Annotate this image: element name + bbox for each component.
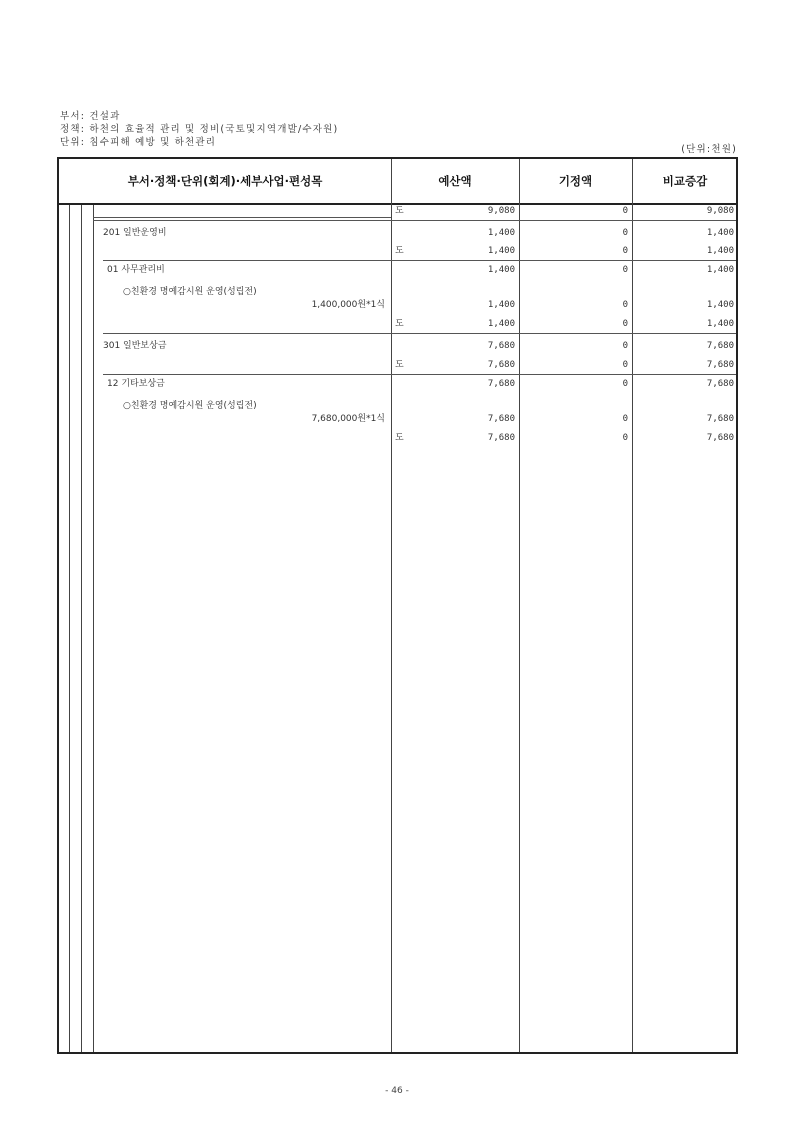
unit-note: (단위:천원) — [681, 144, 737, 155]
column-header-category: 부서·정책·단위(회계)·세부사업·편성목 — [127, 174, 323, 188]
row-budget-value: 1,400 — [487, 319, 515, 329]
row-marker: 도 — [395, 360, 404, 370]
row-existing-value: 0 — [622, 206, 628, 216]
row-change-value: 9,080 — [706, 206, 734, 216]
row-change-value: 1,400 — [706, 319, 734, 329]
row-change-value: 7,680 — [706, 414, 734, 424]
row-change-value: 7,680 — [706, 433, 734, 443]
column-divider — [519, 159, 520, 1052]
row-existing-value: 0 — [622, 228, 628, 238]
unit-line: 단위: 침수피해 예방 및 하천관리 — [60, 137, 217, 148]
row-change-value: 1,400 — [706, 246, 734, 256]
row-budget-value: 7,680 — [487, 433, 515, 443]
indent-line — [93, 205, 94, 1052]
row-change-value: 7,680 — [706, 360, 734, 370]
row-change-value: 7,680 — [706, 379, 734, 389]
row-change-value: 1,400 — [706, 300, 734, 310]
row-existing-value: 0 — [622, 379, 628, 389]
row-existing-value: 0 — [622, 300, 628, 310]
row-budget-value: 7,680 — [487, 379, 515, 389]
row-budget-value: 7,680 — [487, 360, 515, 370]
row-label: 301 일반보상금 — [103, 341, 167, 351]
row-existing-value: 0 — [622, 265, 628, 275]
department-line: 부서: 건설과 — [60, 111, 121, 122]
row-marker: 도 — [395, 206, 404, 216]
row-label: 12 기타보상금 — [107, 379, 165, 389]
row-budget-value: 1,400 — [487, 228, 515, 238]
row-label: 7,680,000원*1식 — [311, 414, 385, 424]
row-separator — [93, 220, 736, 221]
row-marker: 도 — [395, 319, 404, 329]
row-budget-value: 7,680 — [487, 414, 515, 424]
row-separator — [103, 333, 736, 334]
row-label: 1,400,000원*1식 — [311, 300, 385, 310]
column-header-existing: 기정액 — [558, 174, 593, 188]
row-label: 201 일반운영비 — [103, 228, 167, 238]
row-existing-value: 0 — [622, 360, 628, 370]
row-marker: 도 — [395, 433, 404, 443]
row-budget-value: 1,400 — [487, 300, 515, 310]
column-header-change: 비교증감 — [662, 174, 708, 188]
row-budget-value: 9,080 — [487, 206, 515, 216]
row-existing-value: 0 — [622, 319, 628, 329]
column-header-budget: 예산액 — [438, 174, 472, 188]
column-divider — [632, 159, 633, 1052]
header-divider — [59, 203, 736, 205]
row-separator — [103, 260, 736, 261]
row-separator — [103, 374, 736, 375]
row-budget-value: 1,400 — [487, 246, 515, 256]
column-divider — [391, 159, 392, 1052]
indent-line — [69, 205, 70, 1052]
row-existing-value: 0 — [622, 433, 628, 443]
budget-table — [57, 157, 738, 1054]
row-separator — [93, 217, 391, 218]
page-number: - 46 - — [385, 1086, 409, 1096]
row-label: ○친환경 명예감시원 운영(성립전) — [123, 401, 257, 411]
row-existing-value: 0 — [622, 246, 628, 256]
row-budget-value: 7,680 — [487, 341, 515, 351]
row-change-value: 7,680 — [706, 341, 734, 351]
row-existing-value: 0 — [622, 414, 628, 424]
row-label: ○친환경 명예감시원 운영(성립전) — [123, 287, 257, 297]
row-budget-value: 1,400 — [487, 265, 515, 275]
row-label: 01 사무관리비 — [107, 265, 165, 275]
row-existing-value: 0 — [622, 341, 628, 351]
row-change-value: 1,400 — [706, 228, 734, 238]
policy-line: 정책: 하천의 효율적 관리 및 정비(국토및지역개발/수자원) — [60, 124, 339, 135]
indent-line — [81, 205, 82, 1052]
row-change-value: 1,400 — [706, 265, 734, 275]
row-marker: 도 — [395, 246, 404, 256]
